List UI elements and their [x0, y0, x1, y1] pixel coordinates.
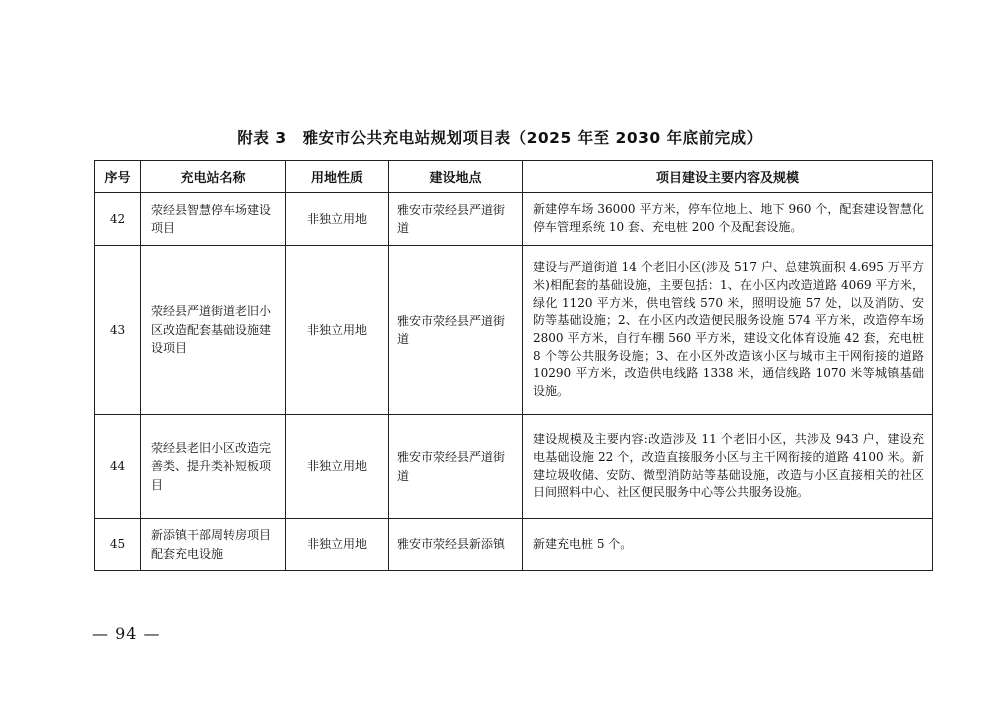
- row-no: 45: [95, 519, 141, 571]
- row-land-type: 非独立用地: [286, 519, 389, 571]
- table-row: [95, 519, 933, 571]
- header-content: 项目建设主要内容及规模: [523, 161, 933, 193]
- row-location: 雅安市荥经县新添镇: [389, 519, 523, 571]
- table-header-row: [95, 161, 933, 193]
- row-location: 雅安市荥经县严道街道: [389, 246, 523, 415]
- row-no: 42: [95, 193, 141, 246]
- row-station-name: 荥经县老旧小区改造完善类、提升类补短板项目: [141, 415, 286, 519]
- header-station-name: 充电站名称: [141, 161, 286, 193]
- row-content: 建设与严道街道 14 个老旧小区(涉及 517 户、总建筑面积 4.695 万平方米)相配套的基础设施，主要包括：1、在小区内改造道路 4069 平方米，绿化 1120 平方米，供电管线 570 米，照明设施 57 处，以及消防、安防等基础设施；2、在小区内改造便民服务设施 574 平方米，改造停车场 2800 平方米，自行车棚 560 平方米，建设文化体育设施 42 套，充电桩 8 个等公共服务设施；3、在小区外改造该小区与城市主干网衔接的道路 10290 平方米，改造供电线路 1338 米，通信线路 1070 米等城镇基础设施。: [523, 246, 933, 415]
- row-location: 雅安市荥经县严道街道: [389, 415, 523, 519]
- row-no: 43: [95, 246, 141, 415]
- row-station-name: 荥经县严道街道老旧小区改造配套基础设施建设项目: [141, 246, 286, 415]
- charging-station-table: [94, 160, 933, 571]
- row-location: 雅安市荥经县严道街道: [389, 193, 523, 246]
- row-land-type: 非独立用地: [286, 193, 389, 246]
- page-number: — 94 —: [92, 624, 161, 643]
- table-row: [95, 246, 933, 415]
- table-row: [95, 193, 933, 246]
- header-no: 序号: [95, 161, 141, 193]
- row-no: 44: [95, 415, 141, 519]
- table-title: 附表 3 雅安市公共充电站规划项目表（2025 年至 2030 年底前完成）: [237, 129, 763, 147]
- header-land-type: 用地性质: [286, 161, 389, 193]
- row-station-name: 新添镇干部周转房项目配套充电设施: [141, 519, 286, 571]
- table-row: [95, 415, 933, 519]
- row-content: 建设规模及主要内容:改造涉及 11 个老旧小区，共涉及 943 户，建设充电基础设施 22 个，改造直接服务小区与主干网衔接的道路 4100 米。新建垃圾收储、安防、微型消防站等基础设施，改造与小区直接相关的社区日间照料中心、社区便民服务中心等公共服务设施。: [523, 415, 933, 519]
- row-station-name: 荥经县智慧停车场建设项目: [141, 193, 286, 246]
- header-location: 建设地点: [389, 161, 523, 193]
- row-land-type: 非独立用地: [286, 246, 389, 415]
- row-land-type: 非独立用地: [286, 415, 389, 519]
- row-content: 新建充电桩 5 个。: [523, 519, 933, 571]
- row-content: 新建停车场 36000 平方米，停车位地上、地下 960 个，配套建设智慧化停车管理系统 10 套、充电桩 200 个及配套设施。: [523, 193, 933, 246]
